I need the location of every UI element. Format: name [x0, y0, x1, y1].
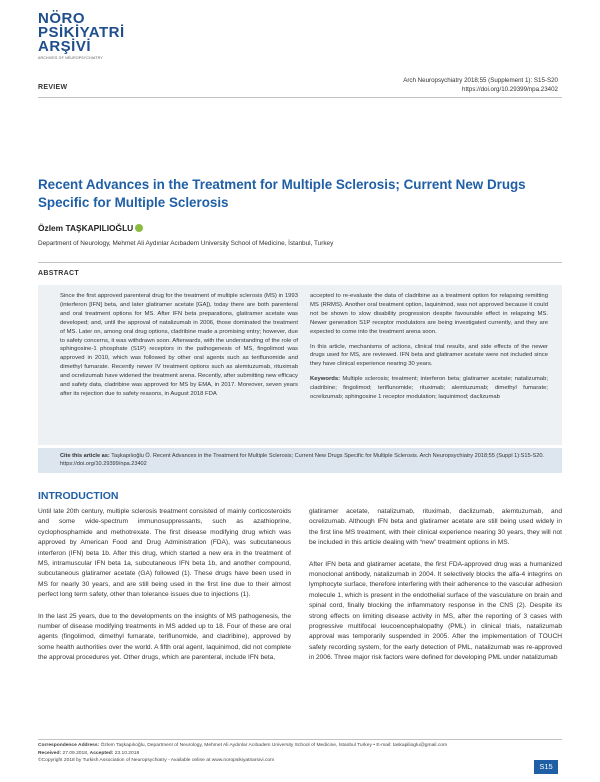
- abstract-paragraph: Since the first approved parenteral drug for the treatment of multiple sclerosis (MS) in 1993 (interferon [IFN] beta, and later glatiramer acetate [GA]), today there are both parenteral and oral treatment options for MS. After IFN beta preparations, glatiramer acetate was developed; and, until the approval of natalizumab in 2006, those dominated the treatment of MS. Later on, among oral drug options, cladribine made a promising entry; however, due to safety concerns, it was withdrawn soon. Afterwards, with the understanding of the role of sphingosine-1 phosphate (S1P) receptors in the pathogenesis of MS, fingolimod was approved in 2010, which was followed by other oral agents such as teriflunomide and dimethyl fumarate. Recently newer IV treatment options such as alemtuzumab, rituximab and ocrelizumab have widened the treatment arena. Recently, after submitting new efficacy and safety data, cladribine was approved for MS by EMA, in 2017. Moreover, seven years after its rejection due to safety reasons, in August 2018 FDA: [60, 293, 298, 397]
- article-title: Recent Advances in the Treatment for Multiple Sclerosis; Current New Drugs Specific for Multiple Sclerosis: [38, 177, 526, 210]
- dates: [38, 750, 558, 758]
- accepted-date: 23.10.2018: [114, 750, 140, 756]
- keywords: [310, 375, 548, 402]
- journal-logo: [38, 12, 130, 61]
- body-paragraph: glatiramer acetate, natalizumab, rituximab, daclizumab, alemtuzumab, and ocrelizumab. Although IFN beta and glatiramer acetate are still being used widely in the first line MS treatment, with their clinical experience nearing 30 years, they will not be included in this article dealing with “new” treatment options in MS.: [309, 508, 562, 547]
- cite-label: Cite this article as:: [60, 453, 110, 459]
- footer: [38, 742, 558, 765]
- keywords-label: Keywords:: [310, 376, 341, 383]
- journal-doi-link[interactable]: https://doi.org/10.29399/npa.23402: [462, 86, 558, 93]
- logo-tagline: ARCHIVES OF NEUROPSYCHIATRY: [38, 56, 103, 60]
- logo-line-2: PSİKİYATRİ: [38, 24, 125, 41]
- received-label: Received:: [38, 750, 62, 756]
- abstract-left-column: [60, 292, 298, 405]
- abstract-paragraph: accepted to re-evaluate the data of cladribine as a treatment option for relapsing remitting MS (RRMS). Another oral treatment option, laquinimod, was not approved because it could not be shown to slow disability progression despite favourable effect in relapsing MS. Newer generation S1P receptor modulators are being investigated currently, and they are expected to come into the treatment arena soon.: [310, 293, 548, 335]
- header-divider: [38, 97, 562, 98]
- accepted-label: Accepted:: [89, 750, 114, 756]
- body-paragraph: In the last 25 years, due to the developments on the insights of MS pathogenesis, the number of disease modifying treatments in MS added up to 18. Four of these are oral agents (fingolimod, dimethyl fumarate, teriflunomide, and cladribine), approved by some health authorities over the world. A fifth oral agent, laquinimod, did not complete the approval procedures yet. Other drugs, which are parenteral, include IFN beta,: [38, 612, 291, 662]
- abstract-heading: ABSTRACT: [38, 270, 79, 277]
- footer-divider: [38, 739, 562, 740]
- body-paragraph: Until late 20th century, multiple sclerosis treatment consisted of mainly corticosteroids and some wide-spectrum immunosuppressants, such as azathioprine, cyclophosphamide and methotrexate. The first disease modifying drug which was approved by American Food and Drug Administration (FDA), was subcutaneous interferon (IFN) beta 1b. After this drug, which started a new era in the treatment of MS, intramuscular IFN beta 1a, subcutaneous IFN beta 1b, and another compound, subcutaneous glatiramer acetate (GA) followed (1). These drugs have been used in MS for nearly 30 years, and are still being used in the first line due to their almost perfect long term safety, other than tolerance issues due to injections (1).: [38, 508, 291, 599]
- received-date: 27.09.2018,: [62, 750, 89, 756]
- body-paragraph: After IFN beta and glatiramer acetate, the first FDA-approved drug was a humanized monoclonal antibody, natalizumab in 2004. It selectively blocks the alfa-4 integrins on lymphocyte surface, therefore interfering with their adherence to the vascular adhesion molecule 1, which is present in the endothelial surface of the vasculature on brain and spinal cord, finally blocking the inflammatory response in the CNS (2). Despite its strong effects on limiting disease activity in MS, after the reporting of 3 cases with progressive multifocal leucoencephalopathy (PML) in clinical trials, natalizumab approval was temporarily suspended in 2005. After the implementation of TOUCH safety recording system, for the early detection of PML, natalizumab was re-approved in 2006. Three major risk factors were defined for developing PML under natalizumab: [309, 560, 562, 662]
- introduction-heading: INTRODUCTION: [38, 490, 119, 502]
- affiliation: Department of Neurology, Mehmet Ali Aydınlar Acıbadem University School of Medicine, İstanbul, Turkey: [38, 240, 334, 247]
- cite-content: Taşkapılıoğlu Ö. Recent Advances in the Treatment for Multiple Sclerosis; Current New Drugs Specific for Multiple Sclerosis. Arch Neuropsychiatry 2018;55 (Suppl 1):S15-S20. https://doi.org/10.29399/npa.23402: [60, 453, 544, 468]
- author-line: [38, 223, 143, 233]
- abstract-right-column: [310, 292, 548, 408]
- section-label: REVIEW: [38, 84, 68, 91]
- body-right-column: [309, 507, 562, 675]
- journal-info: [403, 76, 558, 94]
- abstract-paragraph: In this article, mechanisms of actions, clinical trial results, and side effects of the newer drugs used for MS, are reviewed. IFN beta and glatiramer acetate were not included since they have clinical experience nearing 30 years.: [310, 343, 548, 368]
- correspondence: [38, 742, 558, 750]
- abstract-divider: [38, 262, 562, 263]
- logo-line-1: NÖRO: [38, 10, 85, 27]
- correspondence-text: Özlem Taşkapılıoğlu, Department of Neurology, Mehmet Ali Aydınlar Acıbadem University School of Medicine, İstanbul Turkey • E-mail: taskapilioglu@gmail.com: [100, 743, 448, 748]
- keywords-text: Multiple sclerosis; treatment; interferon beta; glatiramer acetate; natalizumab; cladribine; fingolimod; teriflunomide; rituximab; alemtuzumab; dimethyl fumarate; ocrelizumab; sphingosine 1 receptor modulation; laquinimod; daclizumab: [310, 376, 548, 401]
- journal-citation: Arch Neuropsychiatry 2018;55 (Supplement 1): S15-S20: [403, 77, 558, 84]
- page-number: S15: [534, 760, 558, 774]
- orcid-icon[interactable]: [135, 224, 143, 232]
- logo-line-3: ARŞİVİ: [38, 38, 92, 55]
- author-name: Özlem TAŞKAPILIOĞLU: [38, 223, 134, 233]
- correspondence-label: Correspondence Address:: [38, 743, 100, 748]
- body-left-column: [38, 507, 291, 675]
- copyright: ©Copyright 2018 by Turkish Association of Neuropsychiatry - Available online at www.noropsikiyatriarsivi.com: [38, 758, 275, 764]
- cite-text: [60, 452, 548, 469]
